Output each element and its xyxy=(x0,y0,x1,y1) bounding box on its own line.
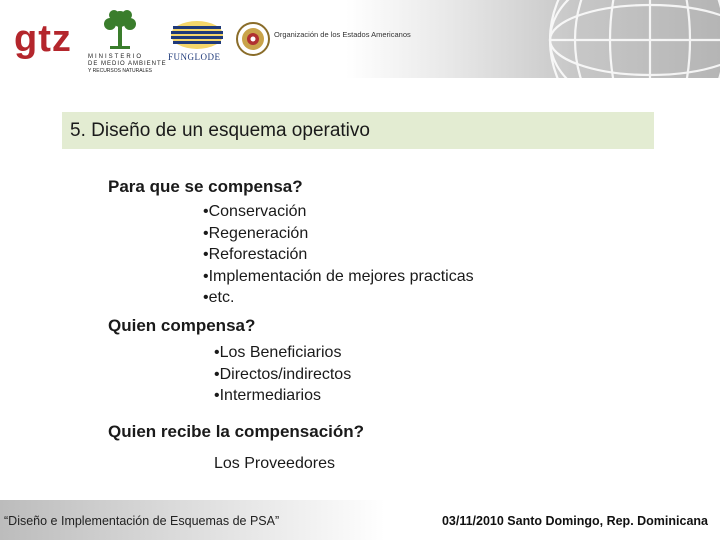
list-item: •Reforestación xyxy=(203,246,308,263)
header-band xyxy=(0,0,720,78)
funglode-emblem-icon xyxy=(168,20,226,50)
slide-title: 5. Diseño de un esquema operativo xyxy=(70,120,370,141)
funglode-label: FUNGLODE xyxy=(168,52,221,62)
list-item: •Implementación de mejores practicas xyxy=(203,267,474,285)
funglode-logo xyxy=(168,20,226,62)
ministerio-line3: Y RECURSOS NATURALES xyxy=(88,68,152,74)
question-quien-compensa: Quien compensa? xyxy=(108,316,256,335)
list-item: •etc. xyxy=(203,289,235,306)
list-para-que xyxy=(203,201,474,309)
gtz-logo: gtz xyxy=(14,18,72,60)
footer-right-text: 03/11/2010 Santo Domingo, Rep. Dominicana xyxy=(441,514,708,528)
list-item: •Intermediarios xyxy=(214,387,321,404)
ministerio-line1: MINISTERIO xyxy=(88,54,144,60)
footer-left-text: “Diseño e Implementación de Esquemas de PSA” xyxy=(4,514,280,528)
oea-name: Organización de los Estados Americanos xyxy=(274,30,411,39)
list-quien-compensa xyxy=(214,342,351,407)
question-para-que: Para que se compensa? xyxy=(108,177,303,196)
ministerio-logo xyxy=(88,8,167,74)
list-item: •Regeneración xyxy=(203,224,309,242)
list-item: •Directos/indirectos xyxy=(214,365,352,383)
footer-left-band xyxy=(0,500,385,540)
title-bar xyxy=(62,112,654,149)
question-quien-recibe: Quien recibe la compensación? xyxy=(108,422,365,441)
ministerio-line2: DE MEDIO AMBIENTE xyxy=(88,61,167,67)
tree-icon xyxy=(100,8,140,54)
list-item: •Conservación xyxy=(203,203,307,220)
list-item: •Los Beneficiarios xyxy=(214,344,342,361)
answer-proveedores: Los Proveedores xyxy=(214,455,335,472)
oea-seal-icon xyxy=(236,22,270,56)
